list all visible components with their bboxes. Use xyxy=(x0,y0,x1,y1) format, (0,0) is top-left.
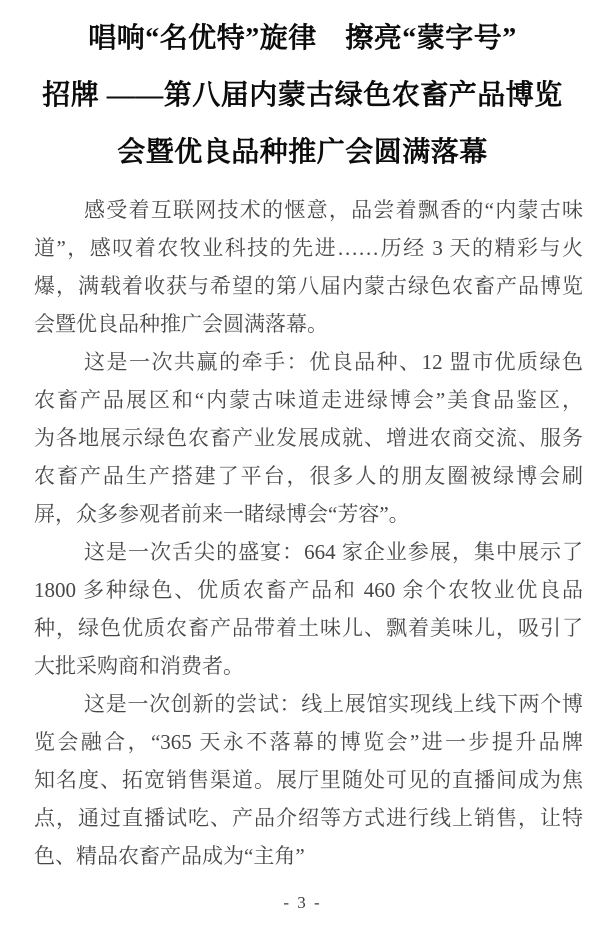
document-title xyxy=(0,10,605,181)
title-line-2: 招牌 ——第八届内蒙古绿色农畜产品博览 xyxy=(42,80,563,111)
paragraph-1-line: 感受着互联网技术的惬意，品尝着飘香的“内蒙古味 xyxy=(84,198,583,222)
title-line-3: 会暨优良品种推广会圆满落幕 xyxy=(117,137,488,168)
paragraph-4-line: 这是一次创新的尝试：线上展馆实现线上线下两个博 xyxy=(84,692,583,716)
paragraph-4-line: 色、精品农畜产品成为“主角” xyxy=(34,844,305,868)
paragraph-2-line: 农畜产品生产搭建了平台，很多人的朋友圈被绿博会刷 xyxy=(34,464,583,488)
paragraph-4-line: 点，通过直播试吃、产品介绍等方式进行线上销售，让特 xyxy=(34,806,583,830)
document-body xyxy=(34,191,583,875)
paragraph-1-line: 爆，满载着收获与希望的第八届内蒙古绿色农畜产品博览 xyxy=(34,274,583,298)
paragraph-1-line: 道”，感叹着农牧业科技的先进……历经 3 天的精彩与火 xyxy=(34,236,583,260)
paragraph-2-line: 为各地展示绿色农畜产业发展成就、增进农商交流、服务 xyxy=(34,426,583,450)
page-number: - 3 - xyxy=(283,893,322,912)
paragraph-3-line: 这是一次舌尖的盛宴：664 家企业参展，集中展示了 xyxy=(84,540,583,564)
paragraph-2-line: 屏，众多参观者前来一睹绿博会“芳容”。 xyxy=(34,502,410,526)
paragraph-2-line: 农畜产品展区和“内蒙古味道走进绿博会”美食品鉴区， xyxy=(34,388,583,412)
paragraph-3-line: 种，绿色优质农畜产品带着土味儿、飘着美味儿，吸引了 xyxy=(34,616,583,640)
paragraph-3-line: 1800 多种绿色、优质农畜产品和 460 余个农牧业优良品 xyxy=(34,578,583,602)
paragraph-1-line: 会暨优良品种推广会圆满落幕。 xyxy=(34,312,328,336)
paragraph-4-line: 知名度、拓宽销售渠道。展厅里随处可见的直播间成为焦 xyxy=(34,768,583,792)
paragraph-4-line: 览会融合，“365 天永不落幕的博览会”进一步提升品牌 xyxy=(34,730,583,754)
title-line-1: 唱响“名优特”旋律 擦亮“蒙字号” xyxy=(88,23,517,54)
paragraph-3-line: 大批采购商和消费者。 xyxy=(34,654,244,678)
paragraph-2-line: 这是一次共赢的牵手：优良品种、12 盟市优质绿色 xyxy=(84,350,583,374)
